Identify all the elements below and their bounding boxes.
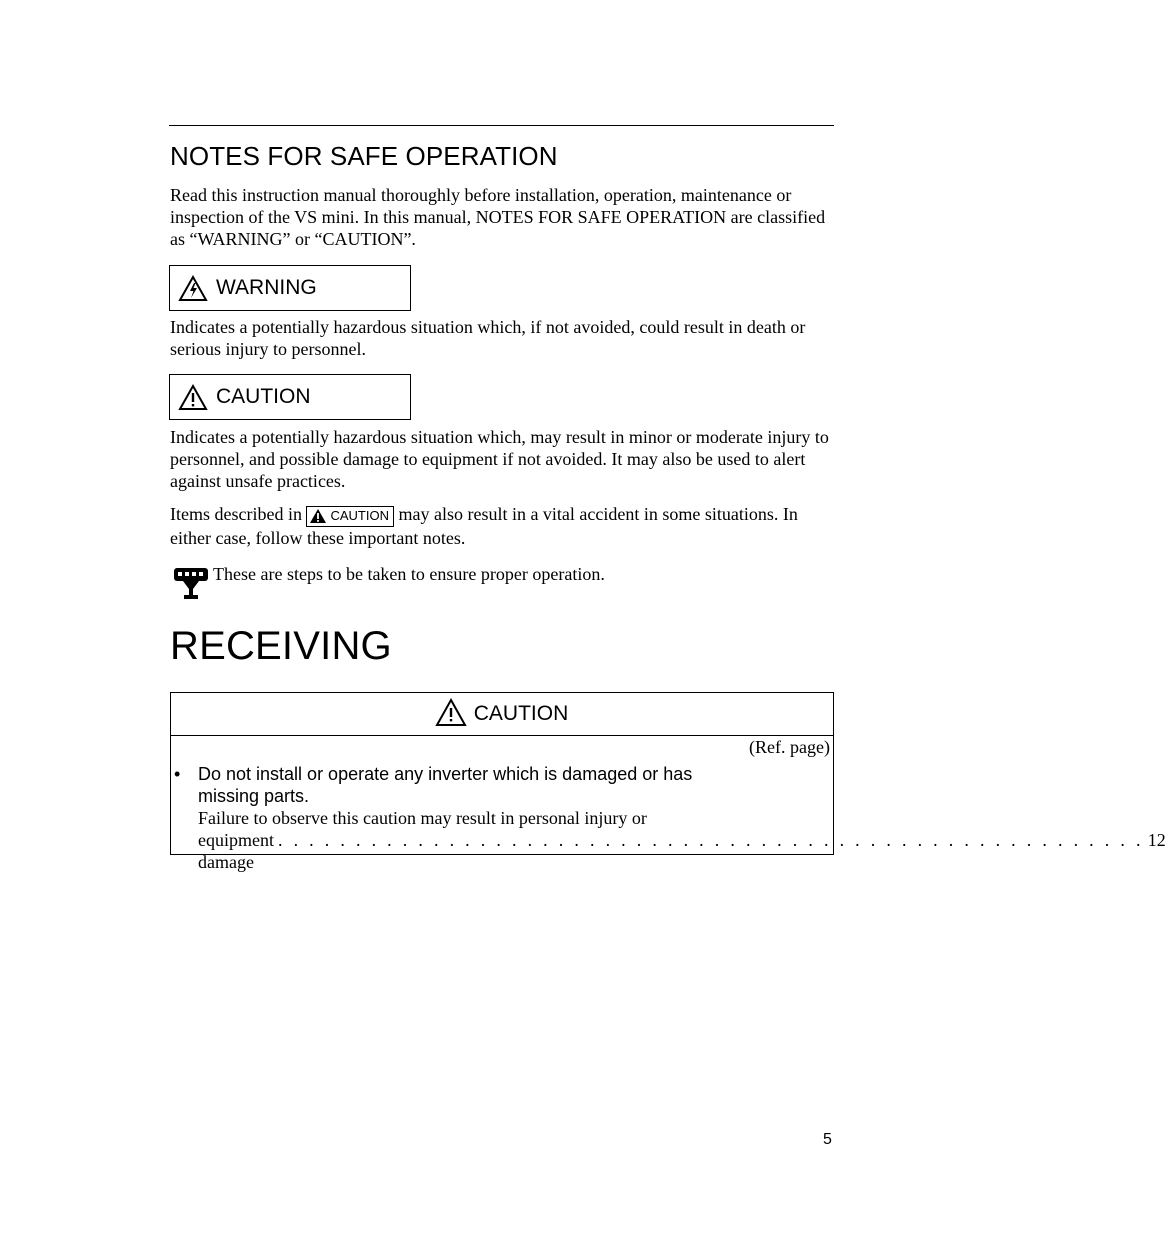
page-number: 5 bbox=[823, 1131, 832, 1148]
steps-note bbox=[173, 563, 605, 606]
caution-exclamation-icon bbox=[179, 384, 207, 410]
caution-label: CAUTION bbox=[216, 385, 311, 408]
section-heading-notes: NOTES FOR SAFE OPERATION bbox=[170, 141, 558, 171]
caution-description: Indicates a potentially hazardous situation which, may result in minor or moderate injury to personnel, and possible damage to equipment if not avoided. It may also be used to alert against unsafe practices. bbox=[170, 427, 829, 491]
warning-signal-box bbox=[169, 265, 411, 311]
caution-desc-line-2: equipment damage bbox=[198, 830, 274, 872]
warning-label: WARNING bbox=[216, 276, 317, 299]
items-text-before: Items described in bbox=[170, 504, 302, 524]
caution-exclamation-icon bbox=[436, 698, 466, 731]
note-pointer-icon bbox=[173, 563, 209, 606]
caution-item-description bbox=[198, 807, 1166, 873]
caution-table-header bbox=[171, 693, 833, 736]
receiving-caution-table bbox=[170, 692, 1166, 872]
ref-page-label: (Ref. page) bbox=[749, 737, 830, 757]
leader-dots: . . . . . . . . . . . . . . . . . . . . . . . . . . . . . . . . . . . . . . . . . . . . . . . . . . . . . . . . bbox=[277, 830, 1144, 850]
warning-description: Indicates a potentially hazardous situation which, if not avoided, could result in death or serious injury to personnel. bbox=[170, 317, 806, 359]
items-text-after: may also result in a vital accident in some situations. In either case, follow these important notes. bbox=[170, 504, 798, 548]
inline-caution-badge bbox=[306, 506, 394, 527]
caution-item-title: Do not install or operate any inverter which is damaged or has missing parts. bbox=[198, 764, 693, 806]
caution-signal-box bbox=[169, 374, 411, 420]
section-heading-receiving: RECEIVING bbox=[170, 624, 392, 668]
caution-table-label: CAUTION bbox=[473, 702, 569, 725]
top-rule bbox=[169, 125, 834, 126]
warning-lightning-icon bbox=[179, 275, 207, 301]
items-described-paragraph bbox=[170, 503, 835, 549]
ref-page-number: 12 bbox=[1147, 830, 1166, 850]
inline-caution-label: CAUTION bbox=[330, 508, 389, 523]
steps-note-text: These are steps to be taken to ensure proper operation. bbox=[213, 564, 605, 584]
caution-desc-leader-line bbox=[198, 829, 1166, 873]
intro-paragraph: Read this instruction manual thoroughly before installation, operation, maintenance or inspection of the VS mini. In this manual, NOTES FOR SAFE OPERATION are classified as “WARNING” or “CAUTION”. bbox=[170, 185, 826, 249]
inline-caution-icon bbox=[309, 508, 327, 524]
list-bullet: • bbox=[174, 764, 181, 784]
caution-desc-line-1: Failure to observe this caution may result in personal injury or bbox=[198, 808, 647, 828]
